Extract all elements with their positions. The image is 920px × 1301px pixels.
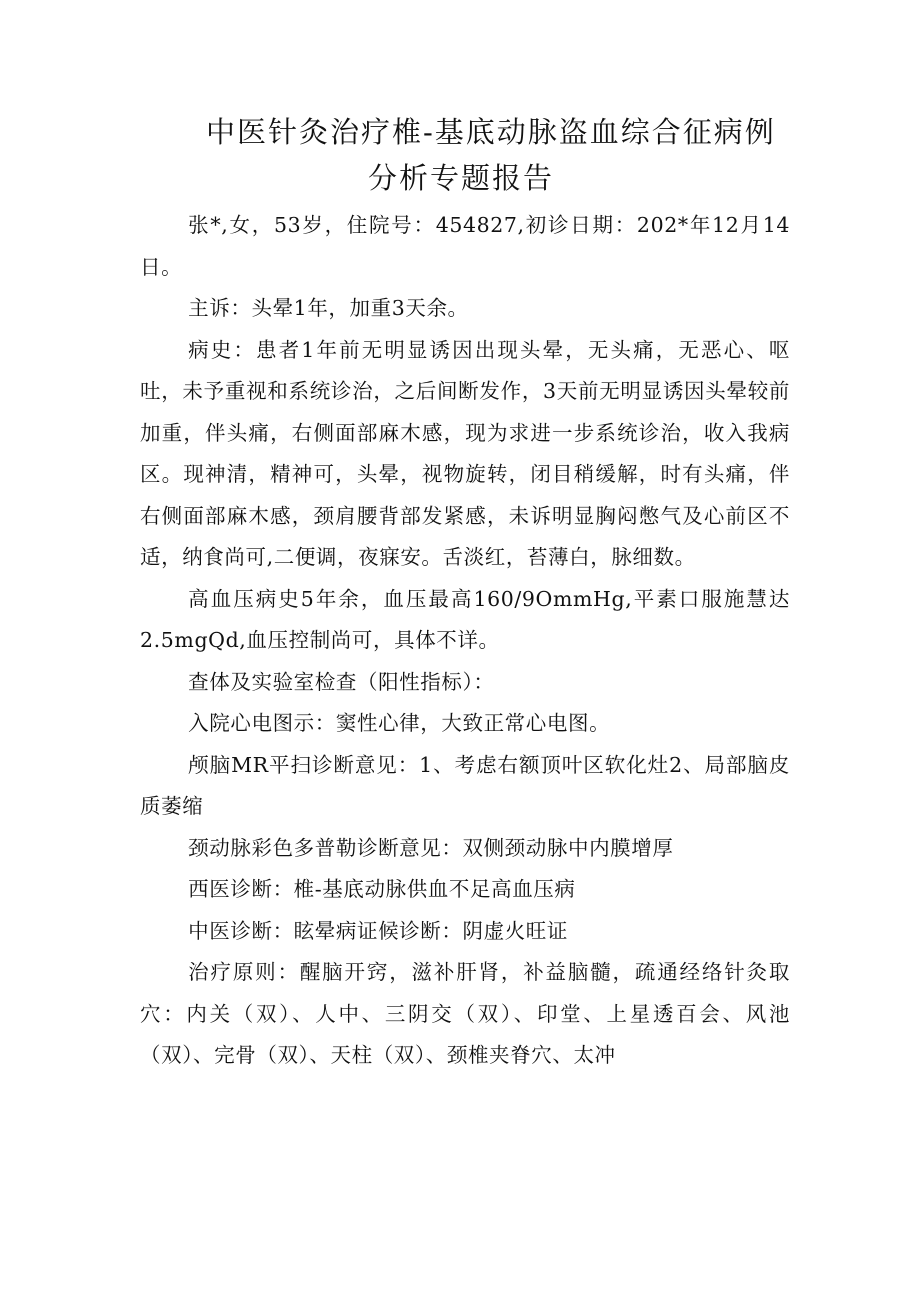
patient-info-paragraph: 张*,女，53岁，住院号：454827,初诊日期：202*年12月14日。 — [140, 213, 790, 279]
hypertension-history-paragraph: 高血压病史5年余，血压最高160/9OmmHg,平素口服施慧达2.5mgQd,血压控制尚可，具体不详。 — [140, 586, 790, 652]
ecg-result-paragraph: 入院心电图示：窦性心律，大致正常心电图。 — [188, 711, 611, 735]
examination-heading: 查体及实验室检查（阳性指标）： — [188, 669, 495, 694]
report-body — [140, 205, 790, 1077]
medical-history-paragraph: 病史：患者1年前无明显诱因出现头晕，无头痛，无恶心、呕吐，未予重视和系统诊治，之后间断发作，3天前无明显诱因头晕较前加重，伴头痛，右侧面部麻木感，现为求进一步系统诊治，收入我病区。现神清，精神可，头晕，视物旋转，闭目稍缓解，时有头痛，伴右侧面部麻木感，颈肩腰背部发紧感，未诉明显胸闷憋气及心前区不适，纳食尚可,二便调，夜寐安。舌淡红，苔薄白，脉细数。 — [140, 337, 790, 569]
report-title-line-1: 中医针灸治疗椎-基底动脉盗血综合征病例 — [206, 115, 776, 149]
brain-mr-paragraph: 颅脑MR平扫诊断意见：1、考虑右额顶叶区软化灶2、局部脑皮质萎缩 — [140, 752, 790, 818]
carotid-doppler-paragraph: 颈动脉彩色多普勒诊断意见：双侧颈动脉中内膜增厚 — [188, 835, 674, 860]
tcm-diagnosis-paragraph: 中医诊断：眩晕病证候诊断：阴虚火旺证 — [188, 918, 568, 943]
treatment-principle-paragraph: 治疗原则：醒脑开窍，滋补肝肾，补益脑髓，疏通经络针灸取穴：内关（双）、人中、三阴交（双）、印堂、上星透百会、风池（双）、完骨（双）、天柱（双）、颈椎夹脊穴、太冲 — [140, 960, 790, 1067]
western-diagnosis-paragraph: 西医诊断：椎-基底动脉供血不足高血压病 — [188, 877, 576, 901]
report-title-line-2: 分析专题报告 — [368, 161, 555, 195]
chief-complaint-paragraph: 主诉：头晕1年，加重3天余。 — [188, 296, 469, 320]
